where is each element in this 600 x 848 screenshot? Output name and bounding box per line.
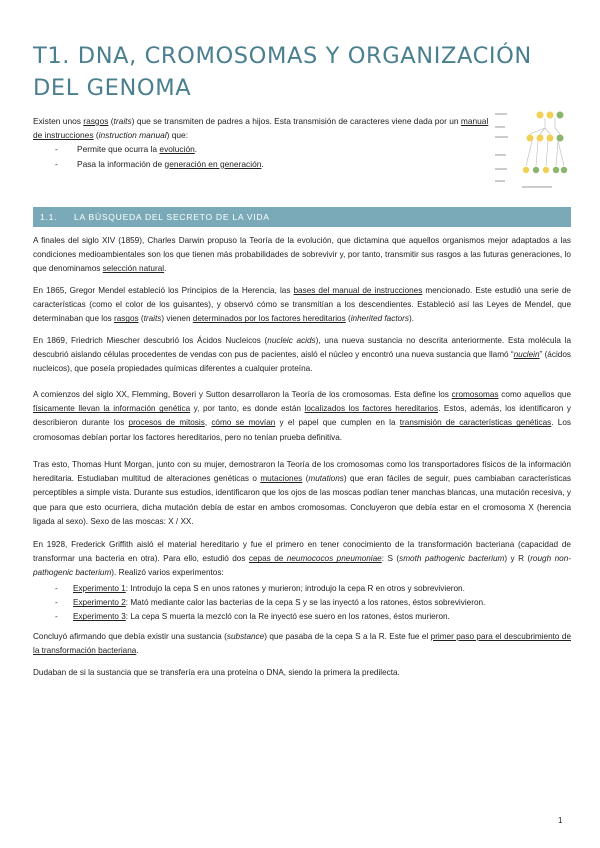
paragraph-chromosome-theory xyxy=(33,388,571,445)
text: . Estos, además, los identificaron y describieron durante los xyxy=(33,404,571,428)
text: ) que: xyxy=(166,130,189,141)
underlined-term: rasgos xyxy=(114,314,139,324)
text: A finales del siglo XIV (1859), Charles Darwin propuso la Teoría de la evolución, que dictamina que aquellos organismos mejor adaptados a las condiciones medioambientales son los que tienen más probabilidades de sobrevivir y, por tanto, transmitir sus rasgos a las futuras generaciones, lo que denominamos xyxy=(33,236,571,274)
text: . Los cromosomas debían portar los factores hereditarios, pero no tenían prueba definitiva. xyxy=(33,418,571,442)
text: : Introdujo la cepa S en unos ratones y murieron; introdujo la cepa R en otros y sobrevivieron. xyxy=(125,584,465,593)
section-number: 1.1. xyxy=(40,212,58,222)
underlined-term: bases del manual de instrucciones xyxy=(293,286,423,295)
text: ). xyxy=(408,314,414,324)
italic-term: rough non-pathogenic bacterium xyxy=(33,554,571,578)
text: Concluyó afirmando que debía existir una sustancia ( xyxy=(33,632,227,641)
italic-term: instruction manual xyxy=(98,130,167,141)
text: y el papel que cumplen en la xyxy=(275,418,400,428)
text: ) que pasaba de la cepa S a la R. Este fue el xyxy=(264,632,431,641)
text: En 1869, Friedrich Miescher descubrió los Ácidos Nucleicos ( xyxy=(33,336,268,345)
text: ( xyxy=(93,130,99,141)
underlined-term: primer paso para el descubrimiento de la transformación bacteriana xyxy=(33,632,571,656)
list-item: - Experimento 2: Mató mediante calor las bacterias de la cepa S y se las inyectó a los ratones, éstos sobrevivieron. xyxy=(55,598,486,608)
text: En 1865, Gregor Mendel estableció los Principios de la Herencia, las xyxy=(33,286,294,295)
text: . xyxy=(261,158,264,169)
text: ” (ácidos nucleicos), que poseía propiedades químicas diferentes a cualquier proteína. xyxy=(33,350,571,374)
text: como aquellos que xyxy=(498,390,571,399)
underlined-term: generación en generación xyxy=(164,158,262,169)
underlined-term: mutaciones xyxy=(260,474,303,484)
page-title: T1. DNA, CROMOSOMAS Y ORGANIZACIÓN DEL GENOMA xyxy=(33,43,532,101)
list-item: - Permite que ocurra la evolución. xyxy=(55,144,198,155)
text: : La cepa S muerta la mezcló con la Re inyectó ese suero en los ratones, éstos murieron. xyxy=(125,612,450,622)
paragraph-darwin xyxy=(33,234,571,277)
text: Existen unos xyxy=(33,116,84,126)
text: Permite que ocurra la xyxy=(77,144,160,155)
text: y, por tanto, es donde están xyxy=(190,404,305,414)
text: . xyxy=(136,646,139,656)
underlined-term: cómo se movían xyxy=(211,418,276,428)
text: Dudaban de si la sustancia que se transfería era una proteína o DNA, siendo la primera la predilecta. xyxy=(33,668,400,677)
page-number: 1 xyxy=(558,816,563,825)
underlined-term: localizados los factores hereditarios xyxy=(304,404,439,414)
italic-term: smoth pathogenic bacterium xyxy=(399,554,505,564)
underlined-term: cromosomas xyxy=(451,390,499,399)
underlined-term: evolución xyxy=(159,144,195,155)
italic-term: traits xyxy=(143,314,162,324)
list-item: - Experimento 3: La cepa S muerta la mezcló con la Re inyectó ese suero en los ratones, éstos murieron. xyxy=(55,612,450,622)
paragraph-griffith xyxy=(33,538,571,581)
text: ) que eran fáciles de seguir, pues cambiaban características perceptibles a simple vista. Durante sus estudios, identificaron que los ojos de las moscas podían tener manchas blancas, una mutación recesiva, y que para que esto ocurriera, dicha mutación debía de estar en ambos cromosomas. Concluyeron que debía estar en el cromosoma X (herencia ligada al sexo). Sexo de las moscas: X / XX. xyxy=(33,474,571,526)
underlined-term: selección natural xyxy=(102,264,165,274)
text: mencionado. Este estudió una serie de características (como el color de los guisantes), y observó cómo se transmitían a los descendientes. Estableció así las Leyes de Mendel, que determinaban que los xyxy=(33,286,571,324)
text: ) y R ( xyxy=(504,554,531,564)
section-header xyxy=(33,207,571,227)
text: A comienzos del siglo XX, Flemming, Boveri y Sutton desarrollaron la Teoría de los cromosomas. Esta define los xyxy=(33,390,452,399)
intro-bullet-list xyxy=(33,142,493,170)
text: ( xyxy=(138,314,144,324)
text: . xyxy=(164,264,167,274)
paragraph-doubt xyxy=(33,666,571,680)
text: : S ( xyxy=(381,554,400,564)
italic-term: substance xyxy=(226,632,265,641)
underlined-term: manual de instrucciones xyxy=(33,116,489,141)
italic-term: traits xyxy=(113,116,132,126)
italic-underlined-term: neumococos pneumoniae xyxy=(286,554,382,564)
text: . xyxy=(194,144,198,155)
text: ( xyxy=(302,474,309,484)
experiment-list xyxy=(33,582,571,625)
text: ), una nueva sustancia no descrita anteriormente. Esta molécula la descubrió aislando células procedentes de vendas con pus de pacientes, aisló el núcleo y encontró una nueva sustancia que llamó “ xyxy=(33,336,572,360)
underlined-term: físicamente llevan la información genética xyxy=(33,404,191,414)
text: : Mató mediante calor las bacterias de la cepa S y se las inyectó a los ratones, éstos sobrevivieron. xyxy=(125,598,486,608)
inheritance-pedigree-figure xyxy=(492,108,572,194)
text: , xyxy=(204,418,212,428)
paragraph-miescher xyxy=(33,334,571,377)
underlined-term: procesos de mitosis xyxy=(128,418,205,428)
paragraph-morgan xyxy=(33,458,571,529)
text: ( xyxy=(345,314,351,324)
underlined-term: transmisión de características genéticas xyxy=(399,418,552,428)
list-item: - Experimento 1: Introdujo la cepa S en unos ratones y murieron; introdujo la cepa R en otros y sobrevivieron. xyxy=(55,584,465,593)
text: ) vienen xyxy=(161,314,193,324)
italic-underlined-term: nuclein xyxy=(513,350,540,360)
text: En 1928, Frederick Griffith aisló el material hereditario y fue el primero en tener conocimiento de la transformación bacteriana (capacidad de transformar una bacteria en otra). Para ello, estudió dos xyxy=(33,540,571,564)
underlined-term: Experimento 2 xyxy=(73,598,126,608)
text: ( xyxy=(108,116,114,126)
text: Tras esto, Thomas Hunt Morgan, junto con su mujer, demostraron la Teoría de los cromosomas como los transportadores físicos de la información hereditaria. Estudiaban multitud de alteraciones genéticas o xyxy=(33,460,571,484)
italic-term: mutations xyxy=(308,474,344,484)
underlined-term: Experimento 1 xyxy=(73,584,126,593)
italic-term: inherited factors xyxy=(350,314,409,324)
section-title: LA BÚSQUEDA DEL SECRETO DE LA VIDA xyxy=(74,212,270,222)
text: ) que se transmiten de padres a hijos. Esta transmisión de caracteres viene dada por un xyxy=(131,116,461,126)
underlined-term: determinados por los factores hereditarios xyxy=(192,314,346,324)
paragraph-conclusion xyxy=(33,630,571,658)
text: ). Realizó varios experimentos: xyxy=(111,568,224,578)
text: Pasa la información de xyxy=(77,158,165,169)
underlined-term: rasgos xyxy=(83,116,109,126)
underlined-term: Experimento 3 xyxy=(73,612,126,622)
list-item: - Pasa la información de generación en generación. xyxy=(55,158,264,169)
italic-term: nucleic acids xyxy=(267,336,316,345)
underlined-term: cepas de xyxy=(248,554,287,564)
paragraph-mendel xyxy=(33,284,571,327)
intro-paragraph xyxy=(33,114,493,171)
